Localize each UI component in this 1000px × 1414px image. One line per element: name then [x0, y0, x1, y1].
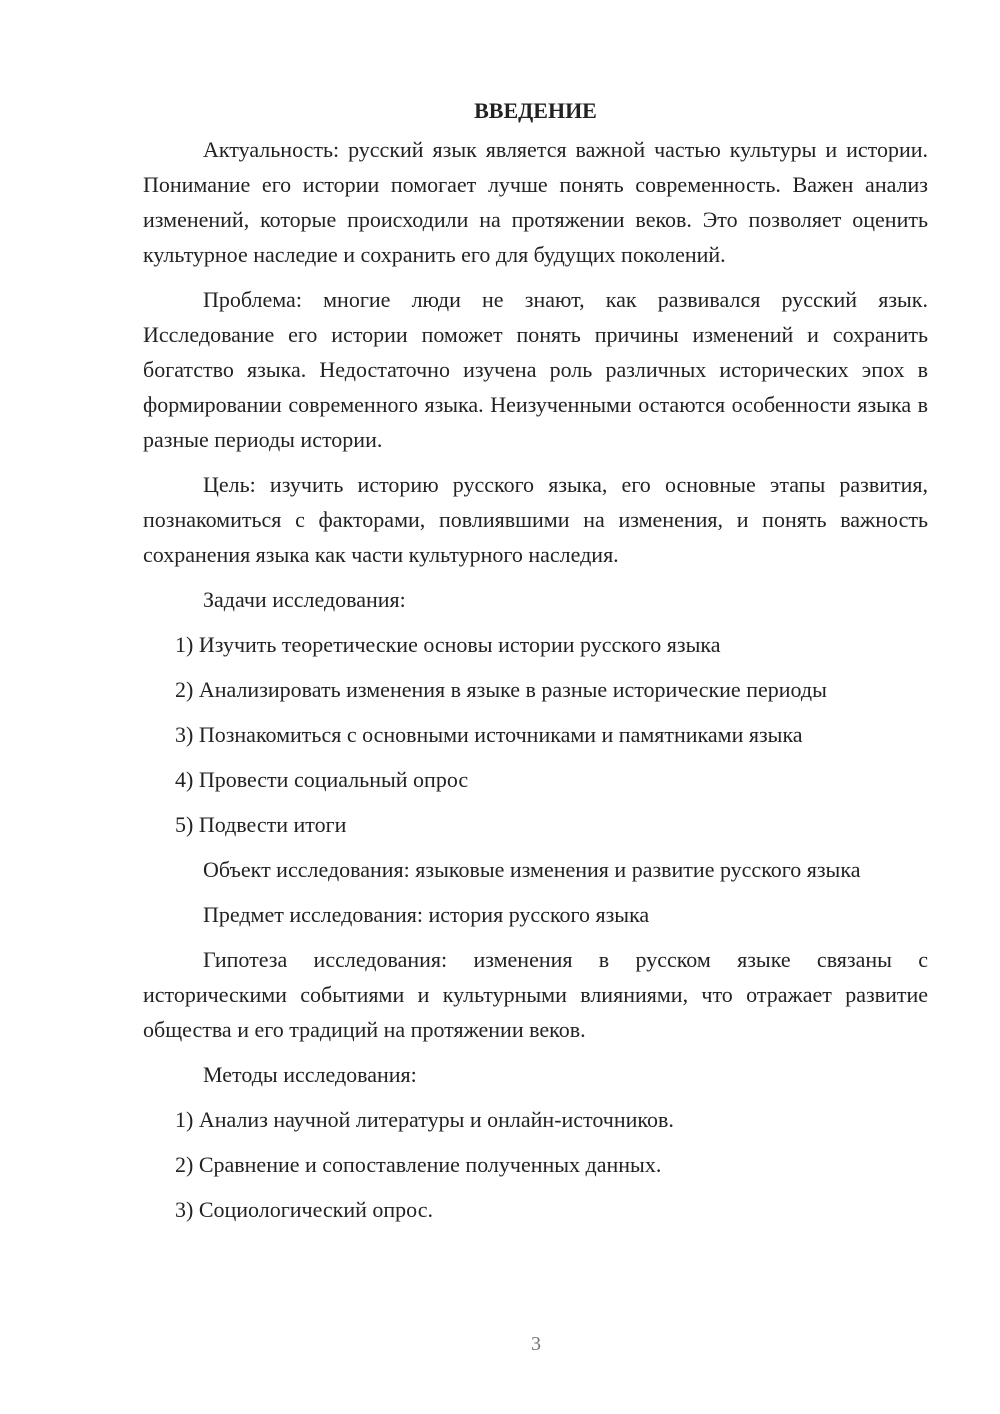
- page-number: 3: [531, 1333, 541, 1355]
- task-item: 5) Подвести итоги: [175, 812, 347, 837]
- tasks-heading: Задачи исследования:: [203, 587, 406, 612]
- relevance-paragraph: Актуальность: русский язык является важной частью культуры и истории. Понимание его истории помогает лучше понять современность. Важен анализ изменений, которые происходили на протяжении веков. Это позволяет оценить культурное наследие и сохранить его для будущих поколений.: [143, 137, 928, 267]
- hypothesis-paragraph: Гипотеза исследования: изменения в русском языке связаны с историческими событиями и культурными влияниями, что отражает развитие общества и его традиций на протяжении веков.: [143, 947, 928, 1042]
- page-title: ВВЕДЕНИЕ: [474, 98, 597, 123]
- goal-paragraph: Цель: изучить историю русского языка, его основные этапы развития, познакомиться с факторами, повлиявшими на изменения, и понять важность сохранения языка как части культурного наследия.: [143, 472, 928, 567]
- page-content: [143, 96, 928, 1227]
- object-paragraph: Объект исследования: языковые изменения и развитие русского языка: [203, 857, 861, 882]
- method-item: 3) Социологический опрос.: [175, 1197, 433, 1222]
- task-item: 1) Изучить теоретические основы истории русского языка: [175, 632, 721, 657]
- task-item: 4) Провести социальный опрос: [175, 767, 469, 792]
- method-item: 2) Сравнение и сопоставление полученных данных.: [175, 1152, 662, 1177]
- problem-paragraph: Проблема: многие люди не знают, как развивался русский язык. Исследование его истории поможет понять причины изменений и сохранить богатство языка. Недостаточно изучена роль различных исторических эпох в формировании современного языка. Неизученными остаются особенности языка в разные периоды истории.: [143, 287, 928, 452]
- methods-heading: Методы исследования:: [203, 1062, 417, 1087]
- task-item: 3) Познакомиться с основными источниками и памятниками языка: [175, 722, 803, 747]
- subject-paragraph: Предмет исследования: история русского языка: [203, 902, 650, 927]
- method-item: 1) Анализ научной литературы и онлайн-источников.: [175, 1107, 674, 1132]
- task-item: 2) Анализировать изменения в языке в разные исторические периоды: [175, 677, 827, 702]
